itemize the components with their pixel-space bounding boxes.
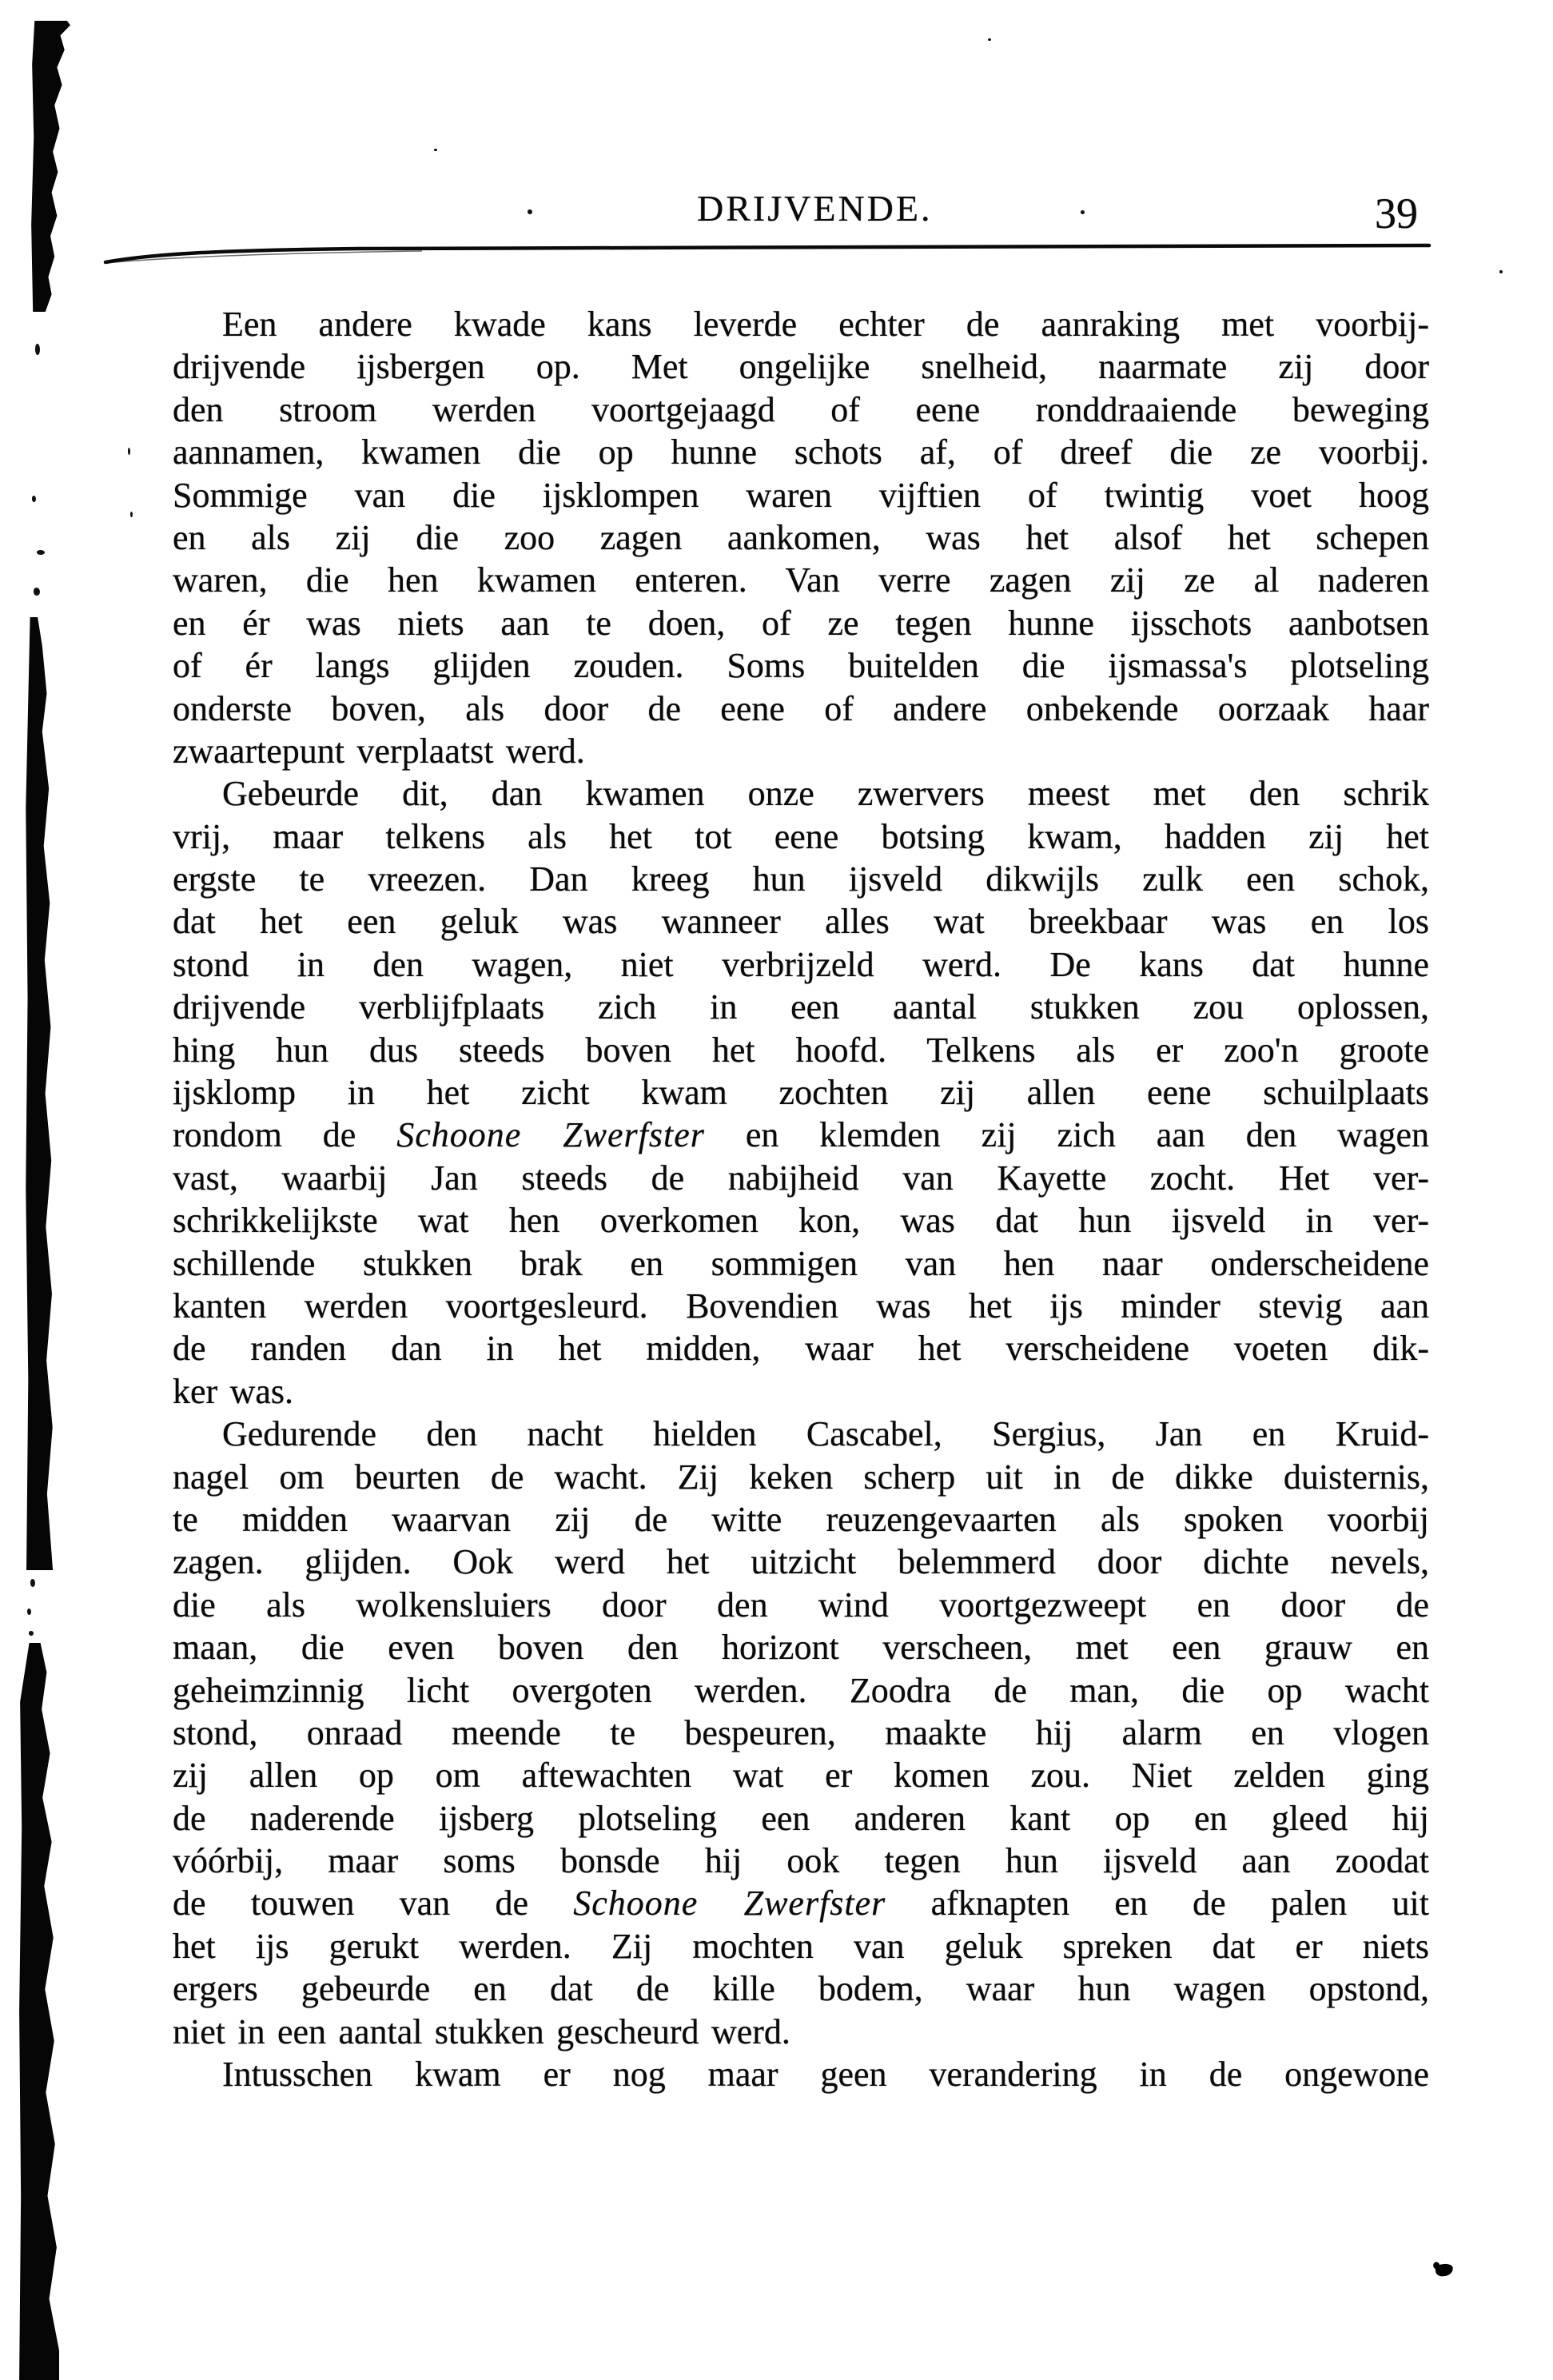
body-text: vast, waarbij Jan steeds de nabijheid van Kayette zocht. Het ver- [173, 1158, 1429, 1198]
body-text: stond in den wagen, niet verbrijzeld werd. De kans dat hunne [173, 944, 1429, 984]
text-line [173, 303, 1429, 345]
text-line [173, 1797, 1429, 1840]
text-line [173, 1114, 1429, 1156]
text-line [173, 1967, 1429, 2010]
text-line [173, 1754, 1429, 1796]
text-line [173, 943, 1429, 986]
body-text: en als zij die zoo zagen aankomen, was het alsof het schepen [173, 517, 1429, 557]
body-text: of ér langs glijden zouden. Soms buitelden die ijsmassa's plotseling [173, 646, 1429, 686]
header-rule [102, 240, 1436, 269]
text-line [173, 1840, 1429, 1882]
ink-speck [130, 512, 133, 517]
text-line [173, 1541, 1429, 1583]
body-text: den stroom werden voortgejaagd of eene ronddraaiende beweging [173, 389, 1429, 429]
text-line [173, 1882, 1429, 1924]
text-line [173, 1071, 1429, 1114]
text-line [173, 1626, 1429, 1668]
scan-edge-artifact [24, 617, 54, 1570]
text-line [173, 1925, 1429, 1967]
ink-speck [1499, 270, 1503, 273]
body-text: het ijs gerukt werden. Zij mochten van geluk spreken dat er niets [173, 1926, 1429, 1966]
ink-speck [37, 550, 45, 555]
text-line [173, 474, 1429, 516]
text-line [173, 345, 1429, 388]
text-line [173, 431, 1429, 473]
text-line [173, 1456, 1429, 1498]
scan-edge-artifact [29, 21, 70, 312]
ink-speck [27, 1609, 31, 1615]
text-line [173, 644, 1429, 687]
body-text: Een andere kwade kans leverde echter de aanraking met voorbij- [222, 305, 1429, 344]
text-block [173, 303, 1429, 2095]
text-line [173, 1669, 1429, 1712]
body-text: ergers gebeurde en dat de kille bodem, waar hun wagen opstond, [173, 1969, 1429, 2009]
ink-speck [128, 448, 130, 455]
body-text: Sommige van die ijsklompen waren vijftien of twintig voet hoog [173, 475, 1429, 515]
body-text: hing hun dus steeds boven het hoofd. Telkens als er zoo'n groote [173, 1030, 1429, 1070]
ink-speck [29, 1631, 34, 1636]
body-text: nagel om beurten de wacht. Zij keken scherp uit in de dikke duisternis, [173, 1457, 1429, 1497]
body-text: kanten werden voortgesleurd. Bovendien was het ijs minder stevig aan [173, 1286, 1429, 1326]
text-line [173, 559, 1429, 601]
text-line [173, 1498, 1429, 1541]
body-text: maan, die even boven den horizont verscheen, met een grauw en [173, 1628, 1429, 1668]
body-text: en ér was niets aan te doen, of ze tegen hunne ijsschots aanbotsen [173, 603, 1429, 643]
body-text: geheimzinnig licht overgoten werden. Zoodra de man, die op wacht [173, 1670, 1429, 1710]
text-line [173, 730, 1429, 772]
text-line [173, 986, 1429, 1028]
text-line [173, 516, 1429, 559]
ink-speck [988, 38, 991, 41]
text-line [173, 1029, 1429, 1071]
body-text: drijvende verblijfplaats zich in een aantal stukken zou oplossen, [173, 987, 1429, 1027]
text-line [173, 2011, 1429, 2053]
body-text: de naderende ijsberg plotseling een anderen kant op en gleed hij [173, 1798, 1429, 1838]
italic-text: Schoone Zwerfster [573, 1884, 886, 1924]
body-text: de touwen van de [173, 1884, 574, 1924]
page-number: 39 [1375, 189, 1418, 237]
text-line [173, 815, 1429, 858]
body-text: onderste boven, als door de eene of andere onbekende oorzaak haar [173, 688, 1429, 728]
text-line [173, 1413, 1429, 1455]
body-text: en klemden zij zich aan den wagen [704, 1115, 1429, 1155]
text-line [173, 1327, 1429, 1369]
text-line [173, 1712, 1429, 1754]
text-line [173, 2053, 1429, 2095]
body-text: zagen. glijden. Ook werd het uitzicht belemmerd door dichte nevels, [173, 1542, 1429, 1582]
body-text: drijvende ijsbergen op. Met ongelijke snelheid, naarmate zij door [173, 347, 1429, 387]
text-line [173, 1157, 1429, 1199]
text-line [173, 1242, 1429, 1285]
body-text: aannamen, kwamen die op hunne schots af, of dreef die ze voorbij. [173, 433, 1429, 472]
body-text: ijsklomp in het zicht kwam zochten zij allen eene schuilplaats [173, 1073, 1429, 1113]
text-line [173, 389, 1429, 431]
ink-speck [30, 1579, 35, 1587]
ink-speck [35, 344, 40, 355]
ink-speck [34, 588, 40, 596]
text-line [173, 858, 1429, 900]
body-text: Gedurende den nacht hielden Cascabel, Sergius, Jan en Kruid- [222, 1414, 1429, 1454]
body-text: te midden waarvan zij de witte reuzengevaarten als spoken voorbij [173, 1499, 1429, 1539]
text-line [173, 1285, 1429, 1327]
body-text: afknapten en de palen uit [886, 1884, 1429, 1924]
body-text: waren, die hen kwamen enteren. Van verre zagen zij ze al naderen [173, 560, 1429, 600]
running-title: DRIJVENDE. [697, 188, 933, 229]
ink-speck [528, 209, 532, 214]
scan-edge-artifact [18, 1643, 59, 2380]
body-text: zij allen op om aftewachten wat er komen zou. Niet zelden ging [173, 1756, 1429, 1796]
body-text: vóórbij, maar soms bonsde hij ook tegen hun ijsveld aan zoodat [173, 1841, 1429, 1881]
body-text: stond, onraad meende te bespeuren, maakte hij alarm en vlogen [173, 1712, 1429, 1752]
body-text: dat het een geluk was wanneer alles wat breekbaar was en los [173, 902, 1429, 942]
text-line [173, 900, 1429, 943]
body-text: de randen dan in het midden, waar het verscheidene voeten dik- [173, 1329, 1429, 1369]
body-text: Gebeurde dit, dan kwamen onze zwervers meest met den schrik [222, 774, 1429, 814]
body-text: ker was. [173, 1371, 294, 1411]
body-text: ergste te vreezen. Dan kreeg hun ijsveld dikwijls zulk een schok, [173, 859, 1429, 899]
ink-speck [1081, 210, 1085, 214]
body-text: schillende stukken brak en sommigen van hen naar onderscheidene [173, 1243, 1429, 1283]
italic-text: Schoone Zwerfster [396, 1115, 705, 1155]
body-text: niet in een aantal stukken gescheurd werd. [173, 2011, 790, 2051]
body-text: schrikkelijkste wat hen overkomen kon, was dat hun ijsveld in ver- [173, 1201, 1429, 1241]
ink-speck [434, 149, 437, 151]
text-line [173, 688, 1429, 730]
text-line [173, 1584, 1429, 1626]
body-text: die als wolkensluiers door den wind voortgezweept en door de [173, 1585, 1429, 1625]
text-line [173, 1199, 1429, 1242]
body-text: vrij, maar telkens als het tot eene botsing kwam, hadden zij het [173, 816, 1429, 856]
text-line [173, 772, 1429, 815]
ink-blot [1435, 2263, 1454, 2278]
text-line [173, 1370, 1429, 1413]
body-text: rondom de [173, 1115, 397, 1155]
ink-speck [32, 496, 36, 502]
body-text: Intusschen kwam er nog maar geen verandering in de ongewone [222, 2055, 1429, 2095]
text-line [173, 602, 1429, 644]
body-text: zwaartepunt verplaatst werd. [173, 731, 585, 771]
